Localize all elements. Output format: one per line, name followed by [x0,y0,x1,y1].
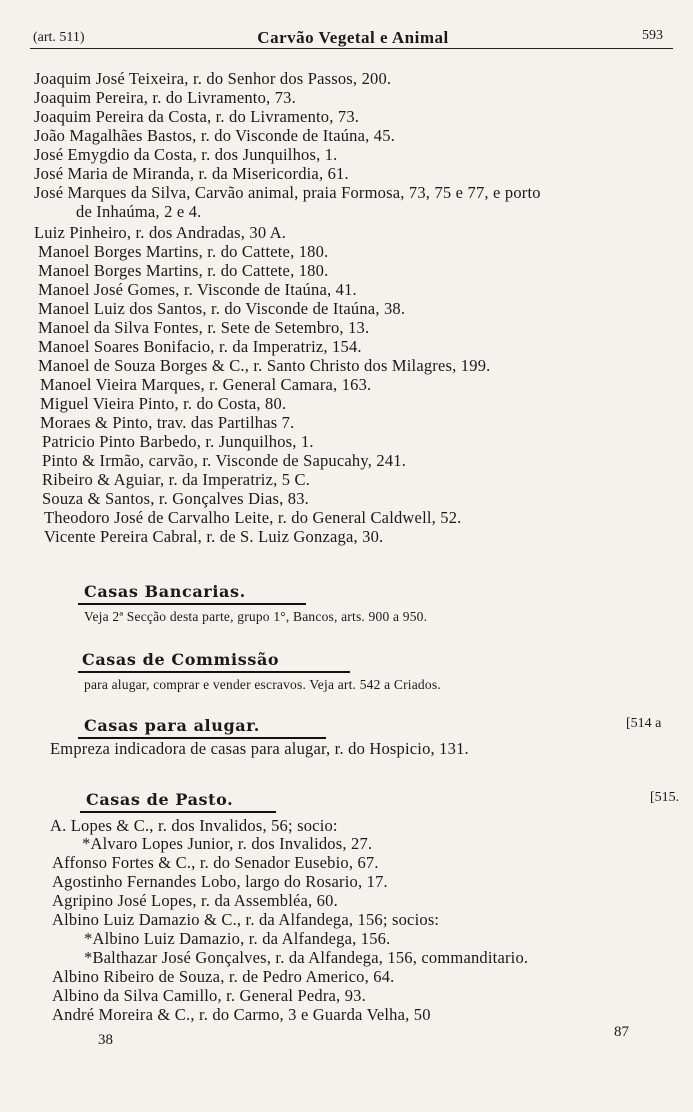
list-item-partner: *Albino Luiz Damazio, r. da Alfandega, 156. [84,929,391,948]
page-header [33,26,673,48]
list-item-partner: *Alvaro Lopes Junior, r. dos Invalidos, 27. [82,834,373,853]
section-title-alugar: Casas para alugar. [84,716,260,735]
article-reference: (art. 511) [33,30,85,45]
list-item: Albino Ribeiro de Souza, r. de Pedro Americo, 64. [52,967,395,986]
list-item: Albino da Silva Camillo, r. General Pedra, 93. [52,986,366,1005]
list-item: Patricio Pinto Barbedo, r. Junquilhos, 1. [42,432,314,451]
list-item: Souza & Santos, r. Gonçalves Dias, 83. [42,489,309,508]
section-rule [80,811,276,813]
list-item: Joaquim Pereira, r. do Livramento, 73. [34,88,296,107]
list-item: Moraes & Pinto, trav. das Partilhas 7. [40,413,295,432]
section-title-pasto: Casas de Pasto. [86,790,234,809]
list-item: Ribeiro & Aguiar, r. da Imperatriz, 5 C. [42,470,311,489]
section-title-bancarias: Casas Bancarias. [84,582,246,601]
section-title-commissao: Casas de Commissão [82,650,280,669]
list-item: Manoel José Gomes, r. Visconde de Itaúna, 41. [38,280,357,299]
list-item: Agostinho Fernandes Lobo, largo do Rosario, 17. [52,872,388,891]
list-item: Theodoro José de Carvalho Leite, r. do General Caldwell, 52. [44,508,462,527]
list-item: Manoel Vieira Marques, r. General Camara, 163. [40,375,372,394]
header-rule [30,48,673,49]
list-item: Affonso Fortes & C., r. do Senador Eusebio, 67. [52,853,379,872]
list-item: Empreza indicadora de casas para alugar, r. do Hospicio, 131. [50,739,469,758]
list-item: Vicente Pereira Cabral, r. de S. Luiz Gonzaga, 30. [44,527,384,546]
list-item: Manoel Borges Martins, r. do Cattete, 180. [38,261,329,280]
margin-article-ref: [515. [650,790,680,805]
list-item: Miguel Vieira Pinto, r. do Costa, 80. [40,394,287,413]
list-item: João Magalhães Bastos, r. do Visconde de Itaúna, 45. [34,126,396,145]
list-item: Manoel da Silva Fontes, r. Sete de Setembro, 13. [38,318,370,337]
section-note: Veja 2ª Secção desta parte, grupo 1°, Bancos, arts. 900 a 950. [84,609,428,624]
list-item: José Marques da Silva, Carvão animal, praia Formosa, 73, 75 e 77, e porto [34,183,541,202]
margin-article-ref: [514 a [626,716,662,731]
list-item: A. Lopes & C., r. dos Invalidos, 56; socio: [50,816,338,835]
section-rule [78,671,350,673]
page-number-top: 593 [642,28,663,43]
running-title: Carvão Vegetal e Animal [257,28,449,47]
list-item: Albino Luiz Damazio & C., r. da Alfandega, 156; socios: [52,910,440,929]
list-item: Agripino José Lopes, r. da Assembléa, 60. [52,891,338,910]
list-item: José Maria de Miranda, r. da Misericordia, 61. [34,164,349,183]
list-item: Manoel Luiz dos Santos, r. do Visconde de Itaúna, 38. [38,299,406,318]
list-item: Manoel de Souza Borges & C., r. Santo Christo dos Milagres, 199. [38,356,491,375]
list-item: Joaquim José Teixeira, r. do Senhor dos Passos, 200. [34,69,392,88]
section-rule [78,603,306,605]
signature-mark: 38 [98,1032,113,1048]
list-item: André Moreira & C., r. do Carmo, 3 e Guarda Velha, 50 [52,1005,431,1024]
list-item-continuation: de Inhaúma, 2 e 4. [76,202,202,221]
list-item: Luiz Pinheiro, r. dos Andradas, 30 A. [34,223,287,242]
section-note: para alugar, comprar e vender escravos. Veja art. 542 a Criados. [84,677,441,692]
list-item: Pinto & Irmão, carvão, r. Visconde de Sapucahy, 241. [42,451,407,470]
list-item-partner: *Balthazar José Gonçalves, r. da Alfandega, 156, commanditario. [84,948,529,967]
page-number-bottom: 87 [614,1024,629,1040]
list-item: José Emygdio da Costa, r. dos Junquilhos, 1. [34,145,338,164]
list-item: Manoel Borges Martins, r. do Cattete, 180. [38,242,329,261]
list-item: Joaquim Pereira da Costa, r. do Livramento, 73. [34,107,360,126]
list-item: Manoel Soares Bonifacio, r. da Imperatriz, 154. [38,337,362,356]
